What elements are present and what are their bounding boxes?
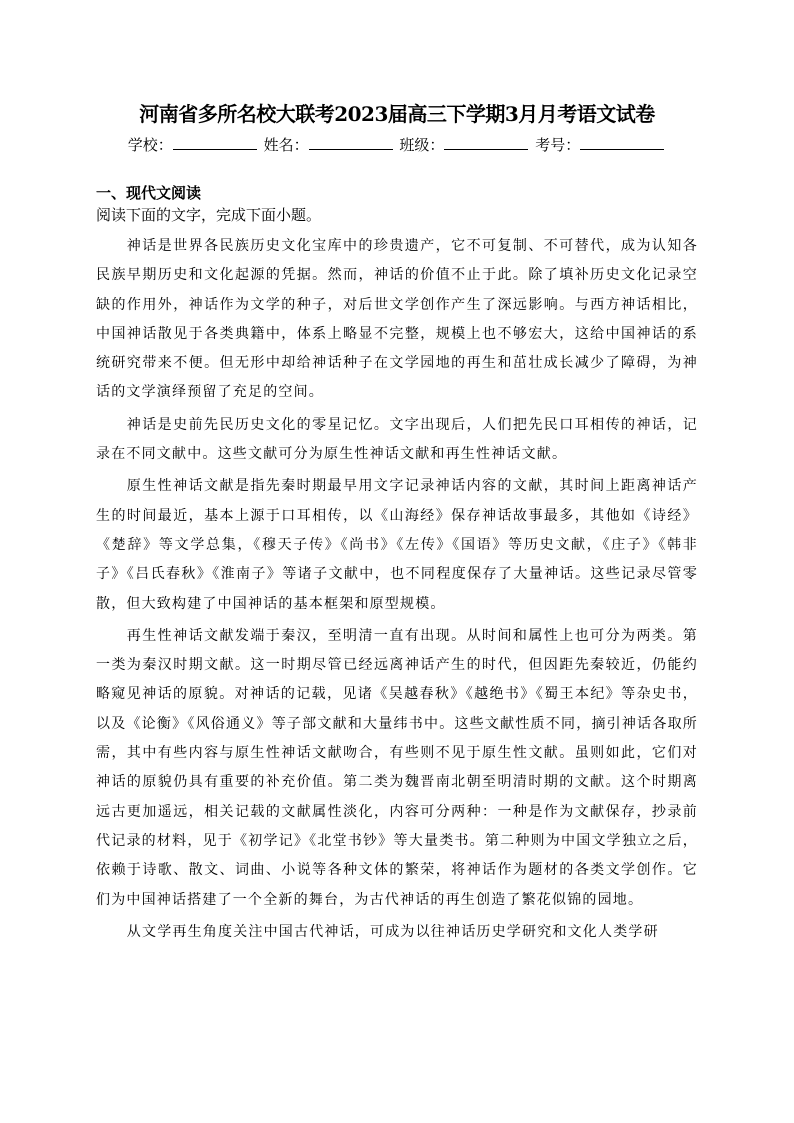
document-title: 河南省多所名校大联考2023届高三下学期3月月考语文试卷 bbox=[139, 102, 655, 126]
passage-paragraph: 神话是史前先民历史文化的零星记忆。文字出现后，人们把先民口耳相传的神话，记录在不同文献中。这些文献可分为原生性神话文献和再生性神话文献。 bbox=[96, 416, 698, 463]
passage-paragraph: 神话是世界各民族历史文化宝库中的珍贵遗产，它不可复制、不可替代，成为认知各民族早期历史和文化起源的凭据。然而，神话的价值不止于此。除了填补历史文化记录空缺的作用外，神话作为文学的种子，对后世文学创作产生了深远影响。与西方神话相比，中国神话散见于各类典籍中，体系上略显不完整，规模上也不够宏大，这给中国神话的系统研究带来不便。但无形中却给神话种子在文学园地的再生和茁壮成长减少了障碍，为神话的文学演绎预留了充足的空间。 bbox=[96, 238, 698, 401]
exam-number-label: 考号： bbox=[535, 136, 581, 154]
school-label: 学校： bbox=[127, 136, 173, 154]
class-field bbox=[399, 134, 530, 156]
class-blank[interactable] bbox=[444, 135, 528, 150]
school-field bbox=[128, 134, 259, 156]
exam-number-blank[interactable] bbox=[580, 135, 664, 150]
class-label: 班级： bbox=[399, 136, 445, 154]
name-field bbox=[264, 134, 395, 156]
student-info-line bbox=[0, 134, 794, 156]
passage-paragraph: 从文学再生角度关注中国古代神话，可成为以往神话历史学研究和文化人类学研 bbox=[126, 923, 659, 940]
exam-number-field bbox=[535, 134, 666, 156]
passage-paragraph: 原生性神话文献是指先秦时期最早用文字记录神话内容的文献，其时间上距离神话产生的时间最近，基本上源于口耳相传，以《山海经》保存神话故事最多，其他如《诗经》《楚辞》等文学总集，《穆天子传》《尚书》《左传》《国语》等历史文献，《庄子》《韩非子》《吕氏春秋》《淮南子》等诸子文献中，也不同程度保存了大量神话。这些记录尽管零散，但大致构建了中国神话的基本框架和原型规模。 bbox=[96, 478, 698, 612]
name-blank[interactable] bbox=[309, 135, 393, 150]
reading-instruction: 阅读下面的文字，完成下面小题。 bbox=[96, 206, 322, 224]
school-blank[interactable] bbox=[173, 135, 257, 150]
passage-paragraph: 再生性神话文献发端于秦汉，至明清一直有出现。从时间和属性上也可分为两类。第一类为秦汉时期文献。这一时期尽管已经远离神话产生的时代，但因距先秦较近，仍能约略窥见神话的原貌。对神话的记载，见诸《吴越春秋》《越绝书》《蜀王本纪》等杂史书，以及《论衡》《风俗通义》等子部文献和大量纬书中。这些文献性质不同，摘引神话各取所需，其中有些内容与原生性神话文献吻合，有些则不见于原生性文献。虽则如此，它们对神话的原貌仍具有重要的补充价值。第二类为魏晋南北朝至明清时期的文献。这个时期离远古更加遥远，相关记载的文献属性淡化，内容可分两种：一种是作为文献保存，抄录前代记录的材料，见于《初学记》《北堂书钞》等大量类书。第二种则为中国文学独立之后，依赖于诗歌、散文、词曲、小说等各种文体的繁荣，将神话作为题材的各类文学创作。它们为中国神话搭建了一个全新的舞台，为古代神话的再生创造了繁花似锦的园地。 bbox=[96, 627, 698, 908]
name-label: 姓名： bbox=[263, 136, 309, 154]
section-heading: 一、现代文阅读 bbox=[96, 184, 202, 202]
reading-passage bbox=[96, 232, 698, 950]
